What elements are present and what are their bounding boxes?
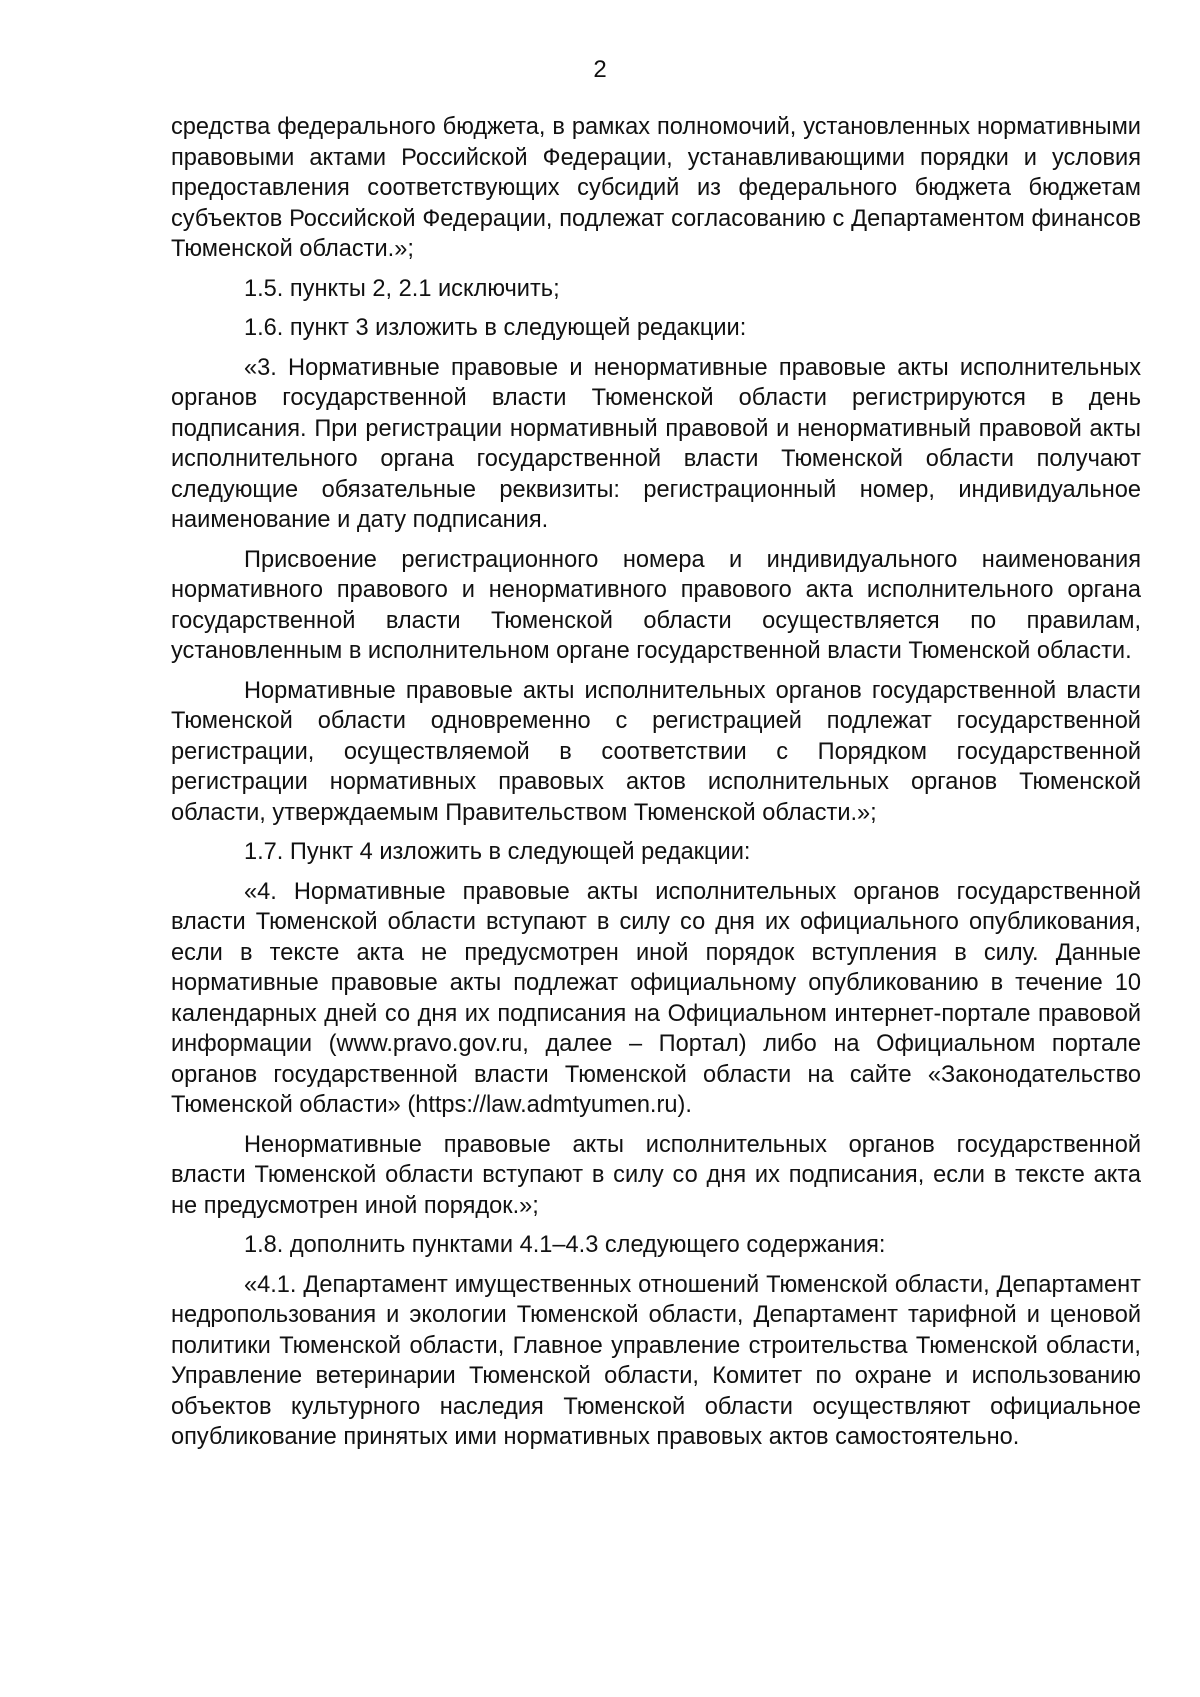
paragraph-clause-4: «4. Нормативные правовые акты исполнительных органов государственной власти Тюменской области вступают в силу со дня их официального опубликования, если в тексте акта не предусмотрен иной порядок вступления в силу. Данные нормативные правовые акты подлежат официальному опубликованию в течение 10 календарных дней со дня их подписания на Официальном интернет-портале правовой информации (www.pravo.gov.ru, далее – Портал) либо на Официальном портале органов государственной власти Тюменской области на сайте «Законодательство Тюменской области» (https://law.admtyumen.ru). [171,878,1141,1118]
paragraph-registration-number: Присвоение регистрационного номера и индивидуального наименования нормативного правового и ненормативного правового акта исполнительного органа государственной власти Тюменской области осуществляется по правилам, установленным в исполнительном органе государственной власти Тюменской области. [171,546,1141,664]
page-number: 2 [593,56,607,83]
document-body [171,112,1141,1453]
paragraph-continuation: средства федерального бюджета, в рамках полномочий, установленных нормативными правовыми актами Российской Федерации, устанавливающими порядки и условия предоставления соответствующих субсидий из федерального бюджета бюджетам субъектов Российской Федерации, подлежат согласованию с Департаментом финансов Тюменской области.»; [171,114,1141,262]
paragraph-item-1-5: 1.5. пункты 2, 2.1 исключить; [244,275,560,302]
paragraph-item-1-6: 1.6. пункт 3 изложить в следующей редакции: [244,315,747,341]
paragraph-clause-3: «3. Нормативные правовые и ненормативные правовые акты исполнительных органов государственной власти Тюменской области регистрируются в день подписания. При регистрации нормативный правовой и ненормативный правовой акты исполнительного органа государственной власти Тюменской области получают следующие обязательные реквизиты: регистрационный номер, индивидуальное наименование и дату подписания. [171,354,1141,533]
paragraph-state-registration: Нормативные правовые акты исполнительных органов государственной власти Тюменской области одновременно с регистрацией подлежат государственной регистрации, осуществляемой в соответствии с Порядком государственной регистрации нормативных правовых актов исполнительных органов Тюменской области, утверждаемым Правительством Тюменской области.»; [171,677,1141,826]
paragraph-clause-4-1: «4.1. Департамент имущественных отношений Тюменской области, Департамент недропользования и экологии Тюменской области, Департамент тарифной и ценовой политики Тюменской области, Главное управление строительства Тюменской области, Управление ветеринарии Тюменской области, Комитет по охране и использованию объектов культурного наследия Тюменской области осуществляют официальное опубликование принятых ими нормативных правовых актов самостоятельно. [171,1271,1141,1450]
paragraph-item-1-7: 1.7. Пункт 4 изложить в следующей редакции: [244,839,751,865]
paragraph-item-1-8: 1.8. дополнить пунктами 4.1–4.3 следующего содержания: [244,1232,886,1258]
paragraph-non-normative-acts: Ненормативные правовые акты исполнительных органов государственной власти Тюменской области вступают в силу со дня их подписания, если в тексте акта не предусмотрен иной порядок.»; [171,1131,1141,1219]
